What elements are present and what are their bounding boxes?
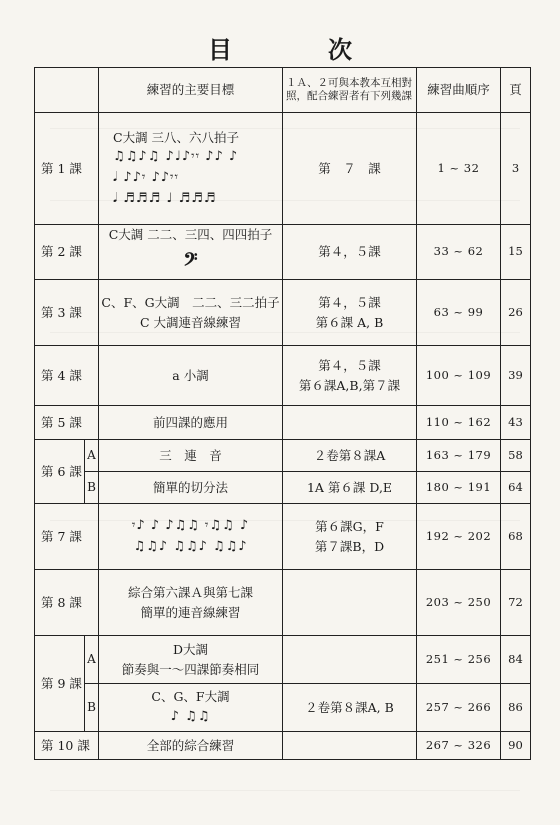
part-label: A	[85, 440, 99, 472]
bass-clef-icon: 𝄢	[183, 248, 198, 275]
reference-cell	[283, 346, 417, 406]
part-label: A	[85, 636, 99, 684]
reference-cell	[283, 504, 417, 570]
table-row	[35, 225, 531, 280]
rhythm-notation: 𝄾♪ ♪ ♪♫♫ 𝄾♫♫ ♪	[131, 517, 250, 533]
page-cell: 26	[501, 280, 531, 346]
goal-cell	[99, 684, 283, 732]
page-cell: 86	[501, 684, 531, 732]
goal-text: 簡單的連音線練習	[140, 604, 241, 620]
table-row	[35, 440, 531, 472]
reference-cell	[283, 570, 417, 636]
range-cell: 251 ~ 256	[417, 636, 501, 684]
range-cell: 267 ~ 326	[417, 732, 501, 760]
goal-text: C、F、G大調 二二、三二拍子	[101, 295, 280, 311]
range-cell: 203 ~ 250	[417, 570, 501, 636]
reference-text: 第４，５課	[318, 295, 381, 311]
range-cell: 192 ~ 202	[417, 504, 501, 570]
table-row	[35, 472, 531, 504]
reference-cell: 1A 第６課 D,E	[283, 472, 417, 504]
range-cell: 110 ~ 162	[417, 406, 501, 440]
lesson-label: 第 1 課	[35, 113, 99, 225]
goal-cell	[99, 504, 283, 570]
goal-text: C 大調連音線練習	[139, 314, 242, 330]
table-row	[35, 732, 531, 760]
reference-cell: ２卷第８課A	[283, 440, 417, 472]
reference-text: 第６課G，F	[315, 519, 384, 535]
table-row	[35, 636, 531, 684]
table-row	[35, 406, 531, 440]
range-cell: 163 ~ 179	[417, 440, 501, 472]
reference-cell	[283, 732, 417, 760]
page-cell: 39	[501, 346, 531, 406]
range-cell: 33 ~ 62	[417, 225, 501, 280]
goal-cell	[99, 636, 283, 684]
part-label: B	[85, 472, 99, 504]
goal-text: C大調 二二、三四、四四拍子	[108, 227, 273, 243]
lesson-label: 第 4 課	[35, 346, 99, 406]
header-lesson	[35, 68, 99, 113]
table-row	[35, 684, 531, 732]
rhythm-notation: ♫♫♪♫ ♪♩♪𝄾𝄾 ♪♪ ♪	[113, 148, 239, 164]
goal-cell: 前四課的應用	[99, 406, 283, 440]
reference-text: 第６課A,B,第７課	[298, 377, 401, 393]
rhythm-notation: 𝅘𝅥 ♪♪𝄾 ♪♪𝄾𝄾	[113, 169, 179, 185]
goal-cell	[99, 225, 283, 280]
table-row	[35, 113, 531, 225]
range-cell: 257 ~ 266	[417, 684, 501, 732]
table-row	[35, 346, 531, 406]
goal-cell	[99, 570, 283, 636]
lesson-label: 第 5 課	[35, 406, 99, 440]
part-label: B	[85, 684, 99, 732]
goal-text: 節奏與一～四課節奏相同	[121, 661, 260, 677]
bleed-through-line	[50, 790, 520, 791]
range-cell: 180 ~ 191	[417, 472, 501, 504]
lesson-label: 第 3 課	[35, 280, 99, 346]
page-cell: 58	[501, 440, 531, 472]
goal-text: C、G、F大調	[151, 689, 230, 705]
reference-text: 第７課B，D	[314, 538, 385, 554]
lesson-label: 第 8 課	[35, 570, 99, 636]
table-header-row	[35, 68, 531, 113]
page-cell: 90	[501, 732, 531, 760]
page-cell: 15	[501, 225, 531, 280]
goal-cell: a 小調	[99, 346, 283, 406]
page-cell: 3	[501, 113, 531, 225]
reference-cell	[283, 280, 417, 346]
range-cell: 100 ~ 109	[417, 346, 501, 406]
reference-cell: ２卷第８課A, B	[283, 684, 417, 732]
table-row	[35, 280, 531, 346]
page-cell: 72	[501, 570, 531, 636]
lesson-label: 第 2 課	[35, 225, 99, 280]
rhythm-notation: ♪ ♫♫	[170, 708, 211, 724]
page-cell: 68	[501, 504, 531, 570]
goal-text: D大調	[172, 642, 209, 658]
range-cell: 1 ~ 32	[417, 113, 501, 225]
header-range: 練習曲順序	[417, 68, 501, 113]
header-reference: １Ａ、２可與本教本互相對照，配合練習者有下列幾課	[283, 68, 417, 113]
goal-cell: 簡單的切分法	[99, 472, 283, 504]
reference-text: 第６課 A, B	[315, 314, 384, 330]
reference-cell	[283, 406, 417, 440]
table-row	[35, 504, 531, 570]
goal-text: C大調 三八、六八拍子	[113, 129, 240, 145]
page-cell: 64	[501, 472, 531, 504]
contents-table	[34, 67, 531, 760]
goal-text: 綜合第六課Ａ與第七課	[127, 585, 253, 601]
reference-text: 第４，５課	[318, 358, 381, 374]
lesson-label: 第 10 課	[35, 732, 99, 760]
goal-cell: 三 連 音	[99, 440, 283, 472]
rhythm-notation: ♫♫♪ ♫♫♪ ♫♫♪	[133, 538, 248, 554]
page-cell: 43	[501, 406, 531, 440]
reference-cell: 第 ７ 課	[283, 113, 417, 225]
reference-cell: 第４，５課	[283, 225, 417, 280]
header-goal: 練習的主要目標	[99, 68, 283, 113]
range-cell: 63 ~ 99	[417, 280, 501, 346]
rhythm-notation: 𝅘𝅥 ♬♬♬ ♩ ♬♬♬	[113, 190, 217, 206]
goal-cell	[99, 113, 283, 225]
reference-cell	[283, 636, 417, 684]
page-cell: 84	[501, 636, 531, 684]
lesson-label: 第 7 課	[35, 504, 99, 570]
header-page: 頁	[501, 68, 531, 113]
page-title: 目 次	[208, 36, 388, 64]
goal-cell: 全部的綜合練習	[99, 732, 283, 760]
lesson-label: 第 6 課	[35, 440, 85, 504]
lesson-label: 第 9 課	[35, 636, 85, 732]
goal-cell	[99, 280, 283, 346]
table-row	[35, 570, 531, 636]
